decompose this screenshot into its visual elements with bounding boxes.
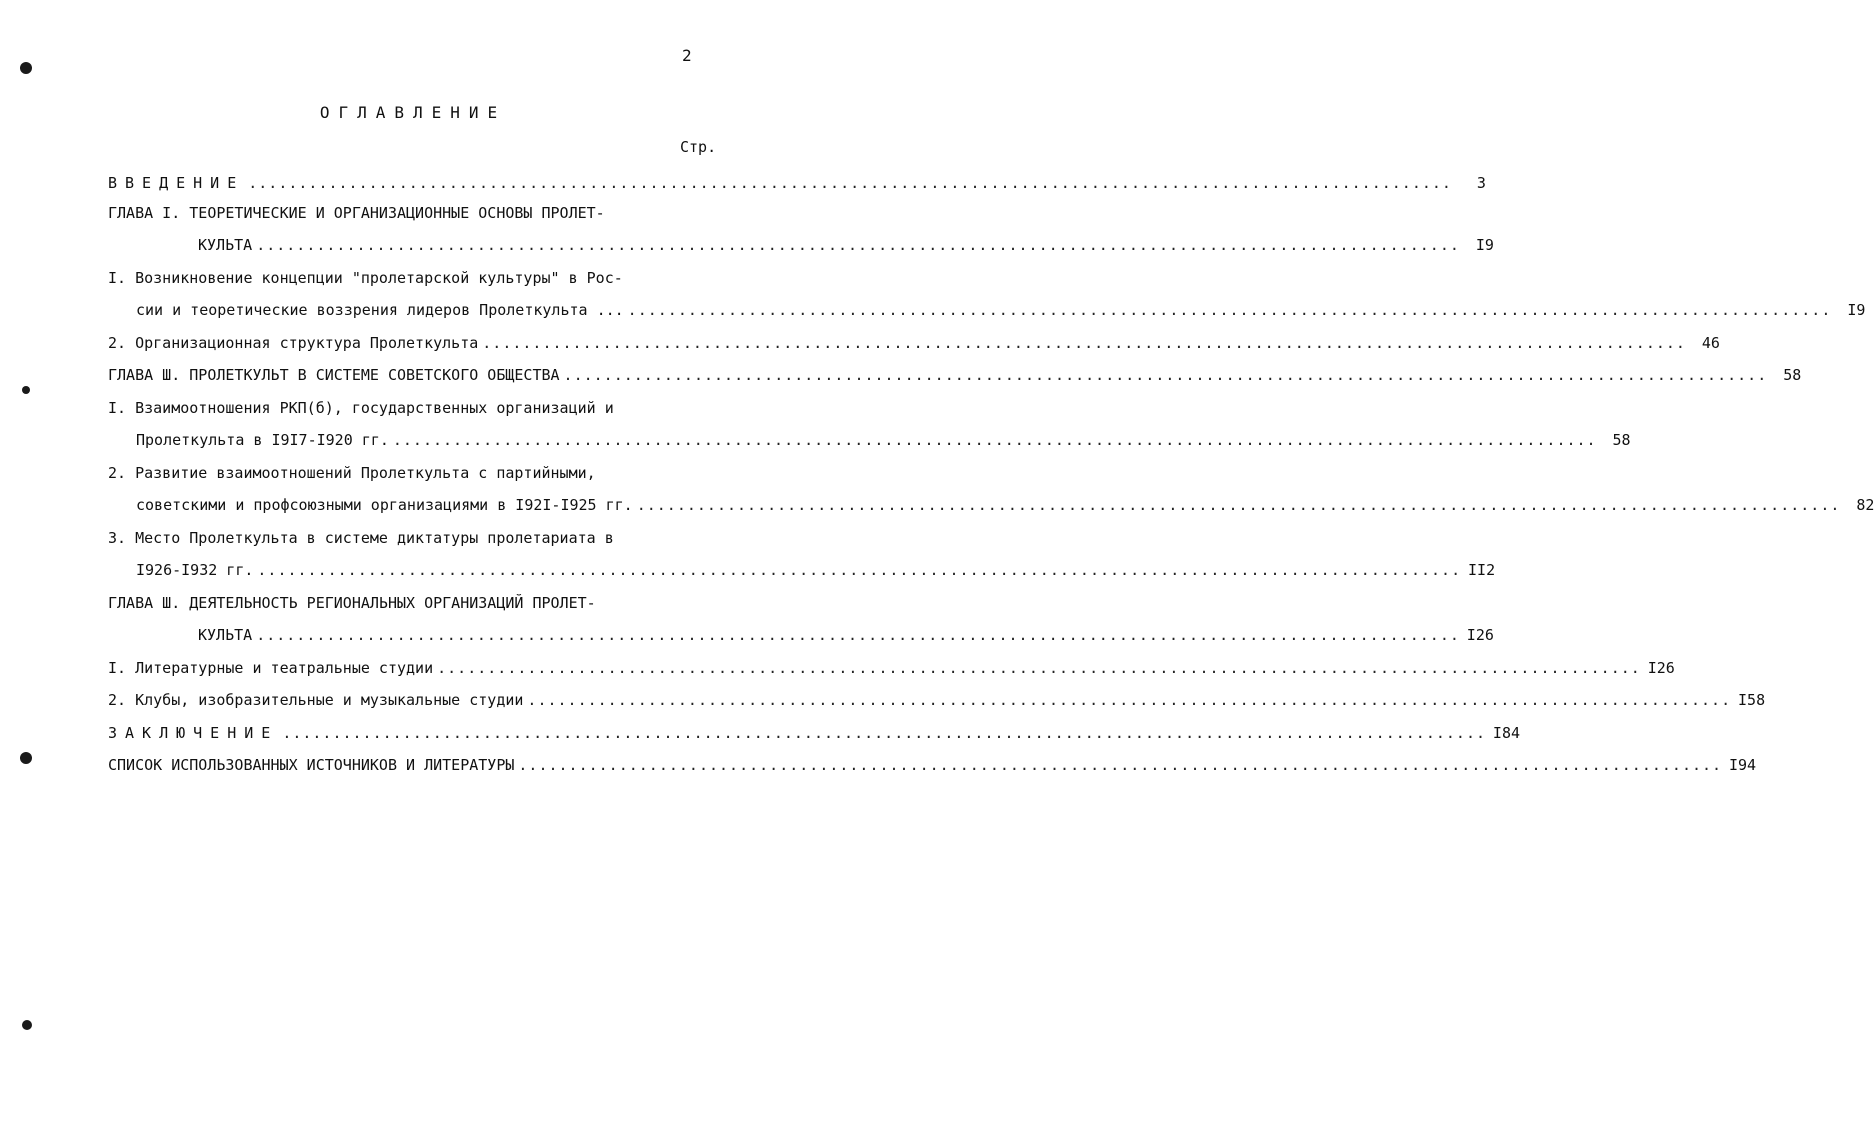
toc-entry-page: 58	[1783, 366, 1802, 384]
toc-entry-text: 2. Организационная структура Пролеткульта	[108, 334, 479, 352]
toc-entry	[136, 557, 1496, 579]
toc-entry	[108, 265, 711, 287]
punch-hole-icon	[20, 752, 32, 764]
punch-hole-icon	[22, 1020, 32, 1030]
toc-dot-leader: ........................................................................................................................	[256, 236, 1460, 254]
toc-entry-text: ВВЕДЕНИЕ	[108, 174, 245, 192]
toc-dot-leader: ........................................................................................................................	[518, 756, 1723, 774]
toc-entry	[136, 427, 1631, 449]
toc-entry-text: СПИСОК ИСПОЛЬЗОВАННЫХ ИСТОЧНИКОВ И ЛИТЕРАТУРЫ	[108, 756, 515, 774]
toc-entry-text: советскими и профсоюзными организациями в I92I-I925 гг.	[136, 496, 633, 514]
toc-entry	[108, 590, 711, 612]
page-number: 2	[682, 46, 692, 65]
pages-column-header: Стр.	[680, 138, 717, 156]
toc-entry-text: Пролеткульта в I9I7-I920 гг.	[136, 431, 389, 449]
toc-entry	[108, 687, 1766, 709]
toc-entry-text: ГЛАВА Ш. ДЕЯТЕЛЬНОСТЬ РЕГИОНАЛЬНЫХ ОРГАНИЗАЦИЙ ПРОЛЕТ-	[108, 594, 596, 612]
toc-entry	[198, 232, 1494, 254]
toc-entry-text: 2. Клубы, изобразительные и музыкальные студии	[108, 691, 524, 709]
toc-entry-page: 82	[1856, 496, 1874, 514]
toc-entry-page: II2	[1468, 561, 1496, 579]
toc-entry	[108, 395, 711, 417]
toc-entry	[108, 170, 1486, 192]
toc-entry-text: ГЛАВА Ш. ПРОЛЕТКУЛЬТ В СИСТЕМЕ СОВЕТСКОГО ОБЩЕСТВА	[108, 366, 560, 384]
toc-entry-text: 2. Развитие взаимоотношений Пролеткульта с партийными,	[108, 464, 596, 482]
toc-entry-page: 46	[1701, 334, 1720, 352]
toc-dot-leader: ........................................................................................................................	[257, 561, 1462, 579]
toc-entry	[198, 622, 1494, 644]
toc-entry-text: сии и теоретические воззрения лидеров Пролеткульта ...	[136, 301, 624, 319]
toc-title: ОГЛАВЛЕНИЕ	[319, 103, 507, 122]
toc-entry-text: I926-I932 гг.	[136, 561, 254, 579]
toc-dot-leader: ........................................................................................................................	[636, 496, 1841, 514]
toc-entry-page: I9	[1475, 236, 1494, 254]
toc-entry-text: 3. Место Пролеткульта в системе диктатуры пролетариата в	[108, 529, 614, 547]
toc-entry-page: 3	[1476, 174, 1486, 192]
toc-dot-leader: ........................................................................................................................	[437, 659, 1641, 677]
toc-entry-page: I9	[1847, 301, 1866, 319]
toc-entry-text: ЗАКЛЮЧЕНИЕ	[108, 724, 279, 742]
toc-dot-leader: ........................................................................................................................	[282, 724, 1487, 742]
toc-entry	[108, 362, 1802, 384]
toc-entry-text: КУЛЬТА	[198, 236, 253, 254]
toc-entry-page: I84	[1492, 724, 1521, 742]
toc-entry-text: I. Литературные и театральные студии	[108, 659, 434, 677]
toc-entry	[108, 752, 1757, 774]
toc-entry	[108, 655, 1675, 677]
toc-entry-text: КУЛЬТА	[198, 626, 253, 644]
toc-entry	[136, 297, 1866, 319]
toc-dot-leader: ........................................................................................................................	[482, 334, 1686, 352]
toc-dot-leader: ........................................................................................................................	[627, 301, 1832, 319]
toc-entry	[108, 720, 1521, 742]
toc-dot-leader: ........................................................................................................................	[527, 691, 1732, 709]
toc-entry-page: I26	[1647, 659, 1675, 677]
toc-entry-page: 58	[1612, 431, 1631, 449]
toc-dot-leader: ........................................................................................................................	[248, 174, 1452, 192]
toc-entry	[108, 525, 711, 547]
punch-hole-icon	[20, 62, 32, 74]
toc-dot-leader: ........................................................................................................................	[563, 366, 1768, 384]
toc-entry	[108, 460, 711, 482]
toc-entry-text: I. Возникновение концепции "пролетарской культуры" в Рос-	[108, 269, 623, 287]
toc-entry-text: I. Взаимоотношения РКП(б), государственных организаций и	[108, 399, 614, 417]
toc-entry-page: I58	[1738, 691, 1766, 709]
toc-entry-page: I94	[1729, 756, 1757, 774]
toc-dot-leader: ........................................................................................................................	[256, 626, 1460, 644]
toc-dot-leader: ........................................................................................................................	[392, 431, 1597, 449]
punch-hole-icon	[22, 386, 30, 394]
toc-entry	[108, 200, 711, 222]
toc-entry	[136, 492, 1874, 514]
toc-entry-page: I26	[1466, 626, 1494, 644]
toc-entry	[108, 330, 1720, 352]
toc-entry-text: ГЛАВА I. ТЕОРЕТИЧЕСКИЕ И ОРГАНИЗАЦИОННЫЕ ОСНОВЫ ПРОЛЕТ-	[108, 204, 605, 222]
